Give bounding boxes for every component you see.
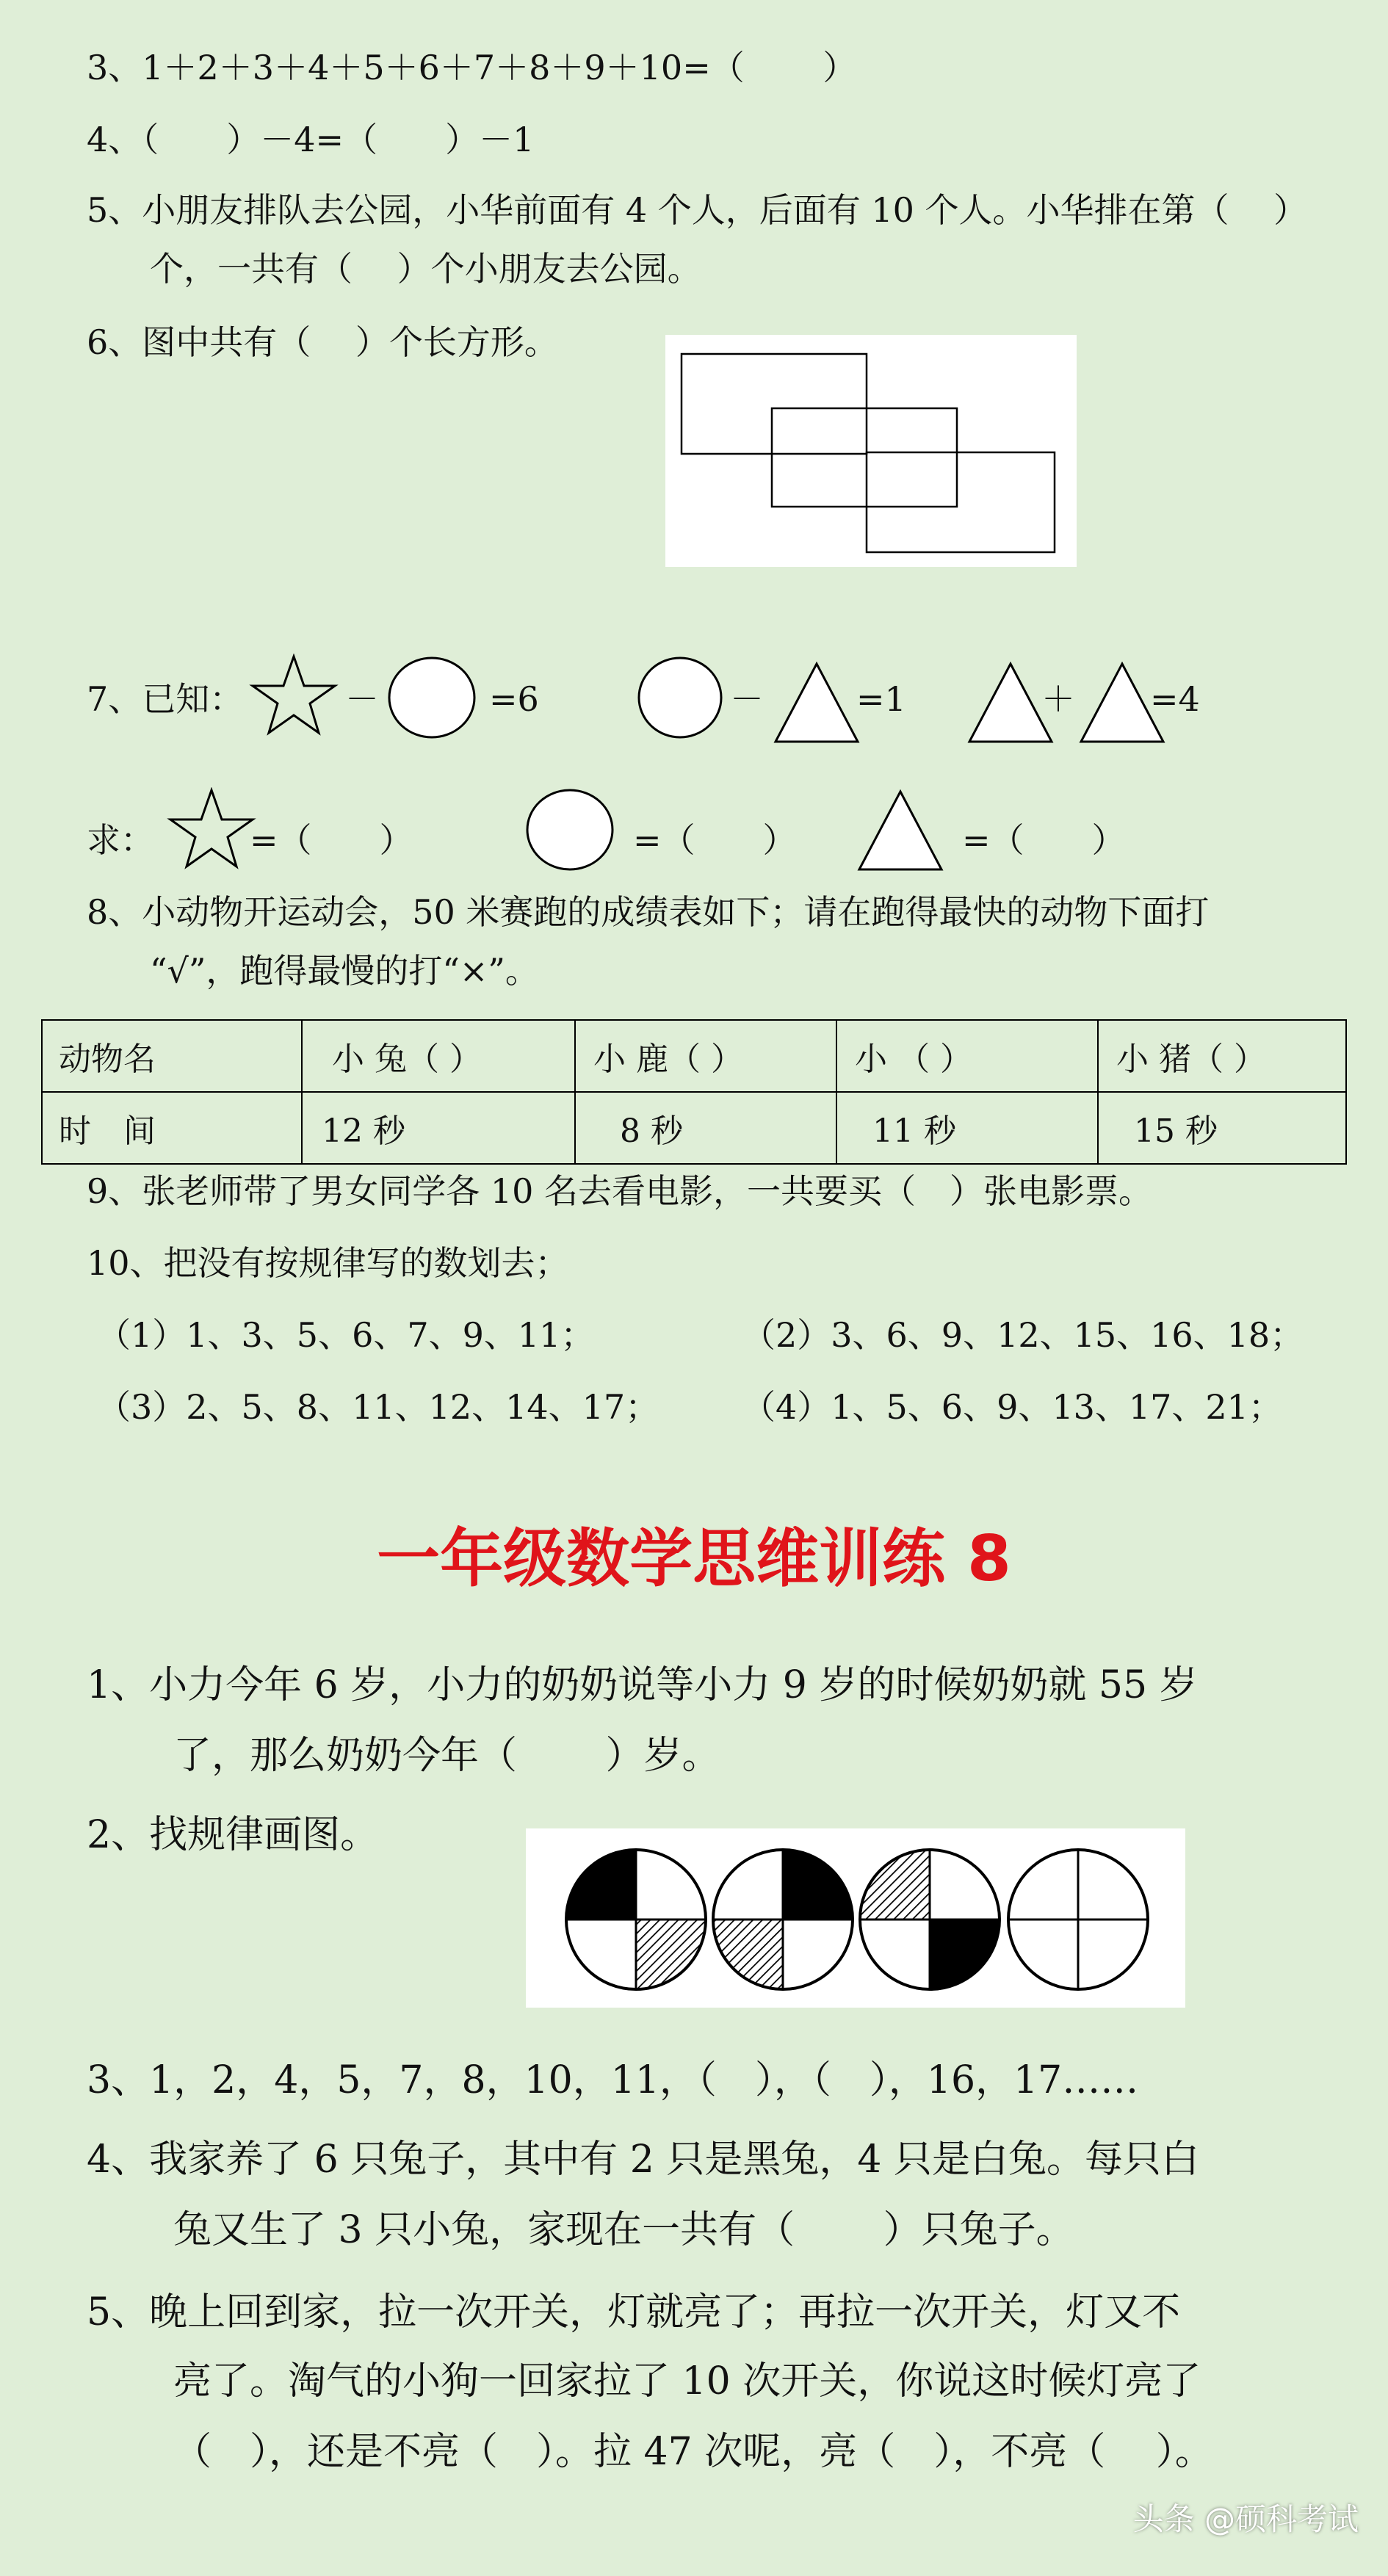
question-8-line-2: “√”，跑得最慢的打“×”。 <box>150 951 539 991</box>
question-10: 10、把没有按规律写的数划去； <box>87 1243 569 1283</box>
question-3: 3、1＋2＋3＋4＋5＋6＋7＋8＋9＋10=（ ） <box>87 48 857 87</box>
question-10-item-2: （2）3、6、9、12、15、16、18； <box>742 1315 1304 1355</box>
table-cell: 小 兔（ ） <box>302 1020 575 1092</box>
pattern-circle-2 <box>713 1850 853 1989</box>
pattern-circle-3 <box>860 1850 1000 1989</box>
watermark: 头条 @硕科考试 <box>1132 2501 1359 2537</box>
table-cell: 11 秒 <box>836 1092 1098 1164</box>
question-1-line-1: 1、小力今年 6 岁，小力的奶奶说等小力 9 岁的时候奶奶就 55 岁 <box>87 1663 1198 1707</box>
question-2: 2、找规律画图。 <box>87 1813 379 1857</box>
star-icon <box>166 787 257 869</box>
question-6: 6、图中共有（ ）个长方形。 <box>87 322 558 362</box>
circle-icon <box>635 655 726 740</box>
rectangles-figure <box>665 335 1077 567</box>
table-cell: 12 秒 <box>302 1092 575 1164</box>
pattern-circles-figure <box>526 1828 1185 2008</box>
table-row <box>42 1020 1346 1092</box>
quartered-circles-drawing <box>526 1828 1185 2008</box>
star-icon <box>248 654 339 736</box>
triangle-icon <box>771 661 862 745</box>
table-cell: 动物名 <box>42 1020 302 1092</box>
table-cell: 小 猪（ ） <box>1098 1020 1346 1092</box>
question-4-line-2: 兔又生了 3 只小兔，家现在一共有（ ）只兔子。 <box>173 2208 1074 2252</box>
question-5-line-1: 5、小朋友排队去公园，小华前面有 4 个人，后面有 10 个人。小华排在第（ ） <box>87 190 1308 230</box>
table-cell: 时 间 <box>42 1092 302 1164</box>
equation-3-result: =4 <box>1150 679 1200 719</box>
race-results-table <box>41 1019 1347 1165</box>
table-row <box>42 1092 1346 1164</box>
question-7-label: 7、已知： <box>87 679 244 719</box>
minus-sign: － <box>730 679 764 719</box>
question-4: 4、（ ）－4=（ ）－1 <box>87 120 535 159</box>
equation-2-result: =1 <box>856 679 906 719</box>
question-10-item-1: （1）1、3、5、6、7、9、11； <box>97 1315 595 1355</box>
plus-sign: ＋ <box>1041 679 1075 719</box>
question-3-sequence: 3、1，2，4，5，7，8，10，11，（ ），（ ），16，17…… <box>87 2058 1139 2102</box>
question-5-line-2: 个，一共有（ ）个小朋友去公园。 <box>150 249 701 289</box>
page-title: 一年级数学思维训练 8 <box>377 1522 1011 1596</box>
question-5-light-line-2: 亮了。淘气的小狗一回家拉了 10 次开关，你说这时候灯亮了 <box>173 2359 1201 2403</box>
triangle-icon <box>855 789 946 872</box>
table-cell: 8 秒 <box>575 1092 836 1164</box>
overlapping-rectangles-drawing <box>665 335 1077 567</box>
question-5-light-line-1: 5、晚上回到家，拉一次开关，灯就亮了；再拉一次开关，灯又不 <box>87 2290 1181 2334</box>
question-10-item-3: （3）2、5、8、11、12、14、17； <box>97 1387 659 1427</box>
question-8-line-1: 8、小动物开运动会，50 米赛跑的成绩表如下；请在跑得最快的动物下面打 <box>87 892 1210 932</box>
question-4-line-1: 4、我家养了 6 只兔子，其中有 2 只是黑兔，4 只是白兔。每只白 <box>87 2138 1199 2182</box>
question-9: 9、张老师带了男女同学各 10 名去看电影，一共要买（ ）张电影票。 <box>87 1171 1153 1211</box>
triangle-answer-blank: =（ ） <box>962 820 1126 860</box>
question-1-line-2: 了，那么奶奶今年（ ）岁。 <box>173 1734 720 1778</box>
star-answer-blank: =（ ） <box>250 820 413 860</box>
minus-sign: － <box>345 679 379 719</box>
table-cell: 小 鹿（ ） <box>575 1020 836 1092</box>
table-cell: 小 （ ） <box>836 1020 1098 1092</box>
pattern-circle-1 <box>566 1850 706 1989</box>
circle-icon <box>524 787 615 872</box>
question-7-ask-label: 求： <box>87 820 154 860</box>
table-cell: 15 秒 <box>1098 1092 1346 1164</box>
question-5-light-line-3: （ ），还是不亮（ ）。拉 47 次呢，亮（ ），不亮（ ）。 <box>173 2430 1213 2474</box>
question-10-item-4: （4）1、5、6、9、13、17、21； <box>742 1387 1282 1427</box>
circle-answer-blank: =（ ） <box>633 820 797 860</box>
equation-1-result: =6 <box>489 679 539 719</box>
circle-icon <box>386 655 477 740</box>
pattern-circle-4-blank <box>1008 1850 1148 1989</box>
